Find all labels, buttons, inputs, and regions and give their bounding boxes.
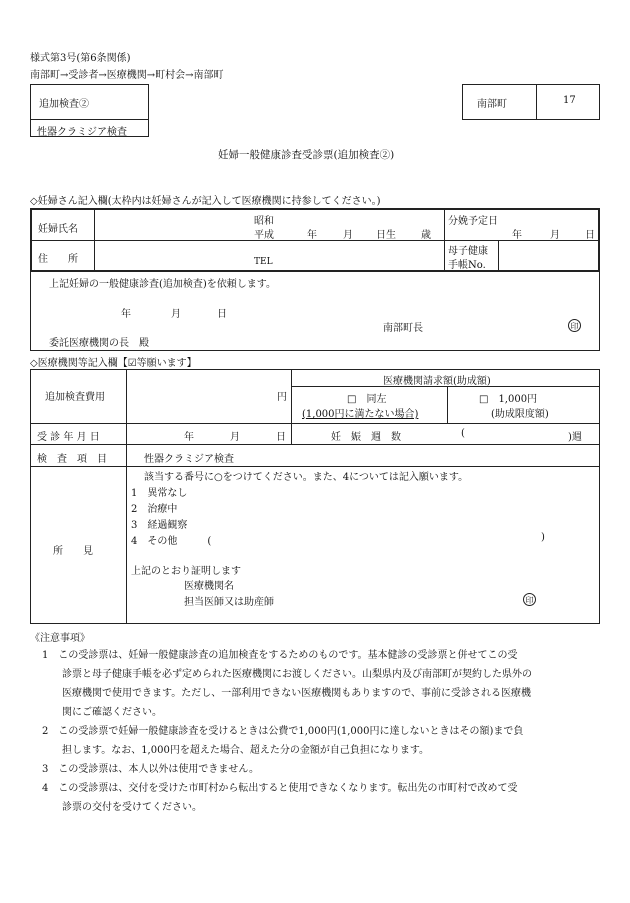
pregnancy-weeks-label: 妊 娠 週 数 <box>331 432 401 443</box>
form-serial-number: 17 <box>563 95 576 106</box>
findings-other-close-paren: ) <box>541 532 545 543</box>
era-showa: 昭和 <box>254 216 274 227</box>
certify-text: 上記のとおり証明します <box>131 566 241 577</box>
findings-label: 所 見 <box>53 546 93 557</box>
exam-label-box <box>30 84 149 120</box>
request-text: 上記妊婦の一般健康診査(追加検査)を依頼します。 <box>49 279 277 290</box>
due-year-unit: 年 <box>512 230 522 241</box>
birth-year-unit: 年 <box>307 230 317 241</box>
note-1-line-4: 関にご確認ください。 <box>62 707 162 718</box>
age-unit: 歳 <box>421 230 431 241</box>
doctor-seal-mark: 印 <box>523 593 536 606</box>
due-month-unit: 月 <box>550 230 560 241</box>
handbook-label-line1: 母子健康 <box>448 246 488 257</box>
doctor-label: 担当医師又は助産師 <box>184 597 274 608</box>
visit-day-unit: 日 <box>276 432 286 443</box>
note-1-line-1: 1 この受診票は、妊婦一般健康診査の追加検査をするためのものです。基本健診の受診票と併せてこの受 <box>42 650 518 661</box>
weeks-open-paren: ( <box>461 428 465 439</box>
claim-option-limit-note: (助成限度額) <box>491 409 549 420</box>
note-2-line-1: 2 この受診票で妊婦一般健康診査を受けるときは公費で1,000円(1,000円に達しないときはその額)まで負 <box>42 726 524 737</box>
findings-option-4[interactable]: 4 その他 ( <box>131 536 212 547</box>
pregnant-name-label: 妊婦氏名 <box>38 224 78 235</box>
request-day-unit: 日 <box>217 309 227 320</box>
note-1-line-2: 診票と母子健康手帳を必ず定められた医療機関にお渡しください。山梨県内及び南部町が契約した県外の <box>62 669 532 680</box>
address-label: 住 所 <box>38 254 78 265</box>
note-4-line-2: 診票の交付を受けてください。 <box>62 802 202 813</box>
test-item-label: 検 査 項 目 <box>37 454 107 465</box>
clinic-entry-table <box>30 369 600 624</box>
findings-option-3[interactable]: 3 経過観察 <box>131 520 188 531</box>
era-heisei: 平成 <box>254 230 274 241</box>
request-box <box>30 271 600 351</box>
claim-header: 医療機関請求額(助成額) <box>383 376 491 387</box>
due-day-unit: 日 <box>585 230 595 241</box>
handbook-label-line2: 手帳No. <box>448 260 486 271</box>
exam-label: 追加検査② <box>39 99 89 110</box>
request-year-unit: 年 <box>121 309 131 320</box>
municipality-name: 南部町 <box>477 99 507 110</box>
form-number: 様式第3号(第6条関係) <box>30 53 131 64</box>
birth-day-unit: 日生 <box>376 230 396 241</box>
request-signer: 南部町長 <box>383 323 423 334</box>
weeks-close-unit: )週 <box>568 432 582 443</box>
findings-instruction: 該当する番号に○をつけてください。また、4については記入願います。 <box>144 472 469 483</box>
due-date-label: 分娩予定日 <box>448 216 498 227</box>
municipality-box <box>462 84 600 120</box>
notes-heading: 《注意事項》 <box>30 633 90 644</box>
request-addressee: 委託医療機関の長 殿 <box>49 338 149 349</box>
claim-option-limit-checkbox[interactable]: □ 1,000円 <box>479 394 538 405</box>
visit-month-unit: 月 <box>230 432 240 443</box>
clinic-section-heading: ◇医療機関等記入欄【☑等願います】 <box>30 358 197 369</box>
mayor-seal-mark: 印 <box>568 319 581 332</box>
patient-entry-table <box>30 208 600 272</box>
exam-fee-label: 追加検査費用 <box>45 392 105 403</box>
findings-option-1[interactable]: 1 異常なし <box>131 488 188 499</box>
note-3: 3 この受診票は、本人以外は使用できません。 <box>42 764 259 775</box>
note-1-line-3: 医療機関で使用できます。ただし、一部利用できない医療機関もありますので、事前に受診される医療機 <box>62 688 531 699</box>
exam-name: 性器クラミジア検査 <box>37 127 127 138</box>
exam-fee-yen: 円 <box>277 392 287 403</box>
routing-path: 南部町→受診者→医療機関→町村会→南部町 <box>30 70 224 81</box>
note-4-line-1: 4 この受診票は、交付を受けた市町村から転出すると使用できなくなります。転出先の市町村で改めて受 <box>42 783 518 794</box>
page-title: 妊婦一般健康診査受診票(追加検査②) <box>218 149 395 161</box>
exam-name-box <box>30 119 149 137</box>
clinic-name-label: 医療機関名 <box>184 581 234 592</box>
patient-section-heading: ◇妊婦さん記入欄(太枠内は妊婦さんが記入して医療機関に持参してください。) <box>30 196 381 207</box>
test-item-value: 性器クラミジア検査 <box>144 454 234 465</box>
tel-label: TEL <box>254 257 273 267</box>
claim-option-same-note: (1,000円に満たない場合) <box>302 409 419 420</box>
visit-date-label: 受 診 年 月 日 <box>37 432 100 443</box>
claim-option-same-checkbox[interactable]: □ 同左 <box>347 394 387 405</box>
birth-month-unit: 月 <box>343 230 353 241</box>
request-month-unit: 月 <box>171 309 181 320</box>
note-2-line-2: 担します。なお、1,000円を超えた場合、超えた分の金額が自己負担になります。 <box>62 745 430 756</box>
visit-year-unit: 年 <box>184 432 194 443</box>
findings-option-2[interactable]: 2 治療中 <box>131 504 178 515</box>
